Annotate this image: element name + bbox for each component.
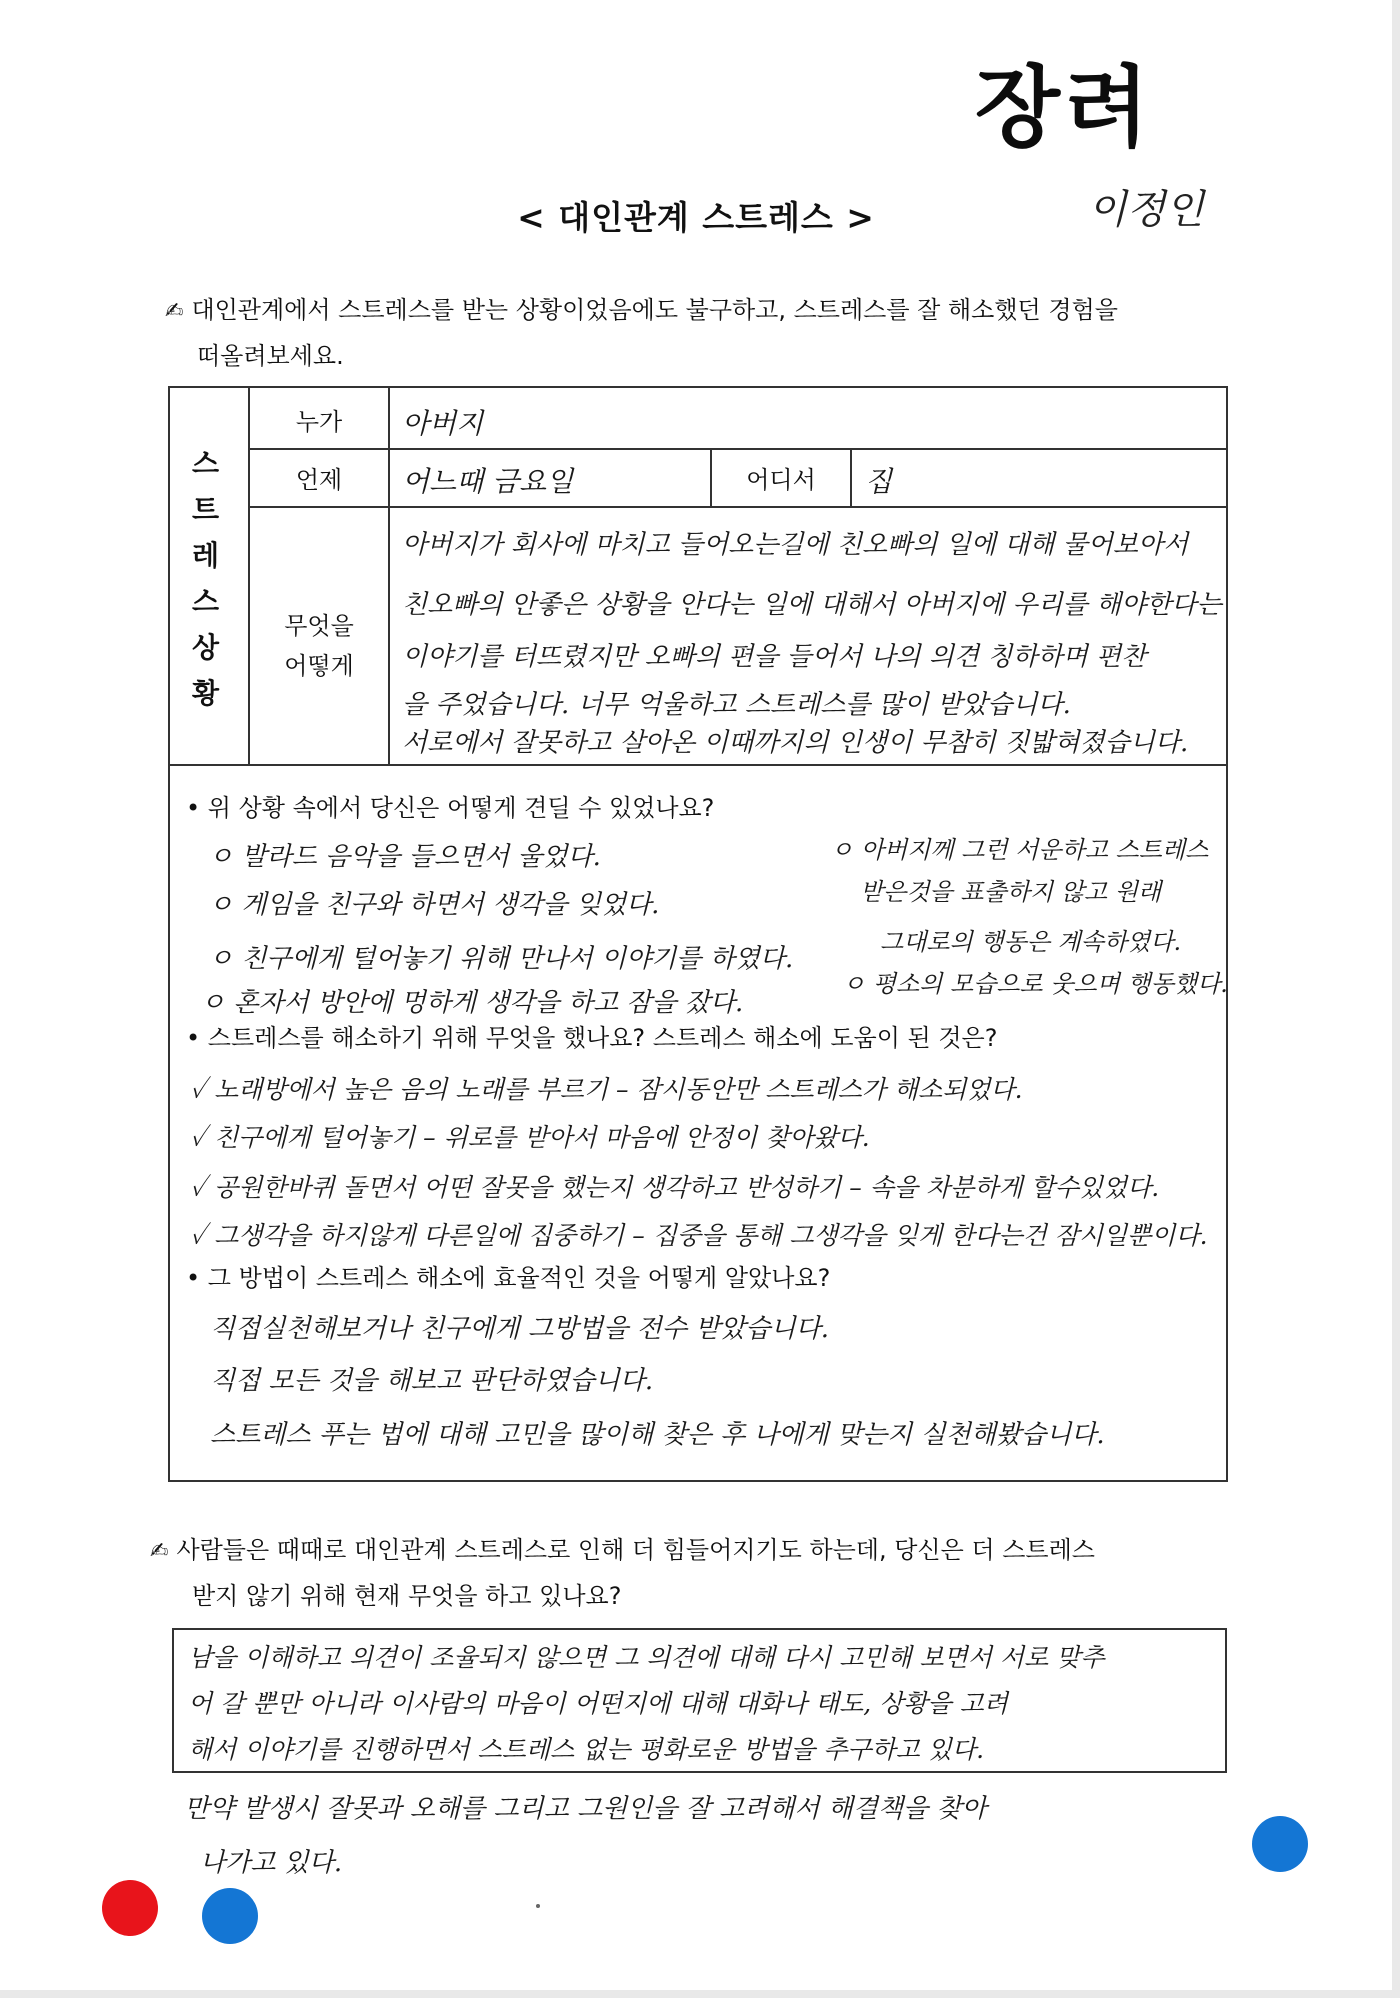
signature: 이정인 — [1088, 187, 1204, 233]
answer-line: 어 갈 뿐만 아니라 이사람의 마음이 어떤지에 대해 대화나 태도, 상황을 고려 — [188, 1689, 1008, 1718]
who-value: 아버지 — [402, 407, 484, 440]
answer-line: 만약 발생시 잘못과 오해를 그리고 그원인을 잘 고려해서 해결책을 찾아 — [184, 1794, 987, 1824]
prompt-line: 사람들은 때때로 대인관계 스트레스로 인해 더 힘들어지기도 하는데, 당신은 더 스트레스 — [176, 1536, 1095, 1564]
q1-answer: ㅇ 혼자서 방안에 멍하게 생각을 하고 잠을 잤다. — [200, 988, 744, 1018]
q1-answer-right: ㅇ 평소의 모습으로 웃으며 행동했다. — [842, 970, 1228, 998]
q1-answer-right: 그대로의 행동은 계속하였다. — [880, 928, 1182, 956]
q1-answer: ㅇ 친구에게 털어놓기 위해 만나서 이야기를 하였다. — [208, 944, 794, 974]
q1-answer: ㅇ 발라드 음악을 들으면서 울었다. — [208, 842, 601, 872]
pencil-icon: ✍ — [150, 1539, 169, 1564]
prompt-question-1 — [165, 288, 1240, 378]
when-label: 언제 — [295, 466, 343, 494]
what-line: 을 주었습니다. 너무 억울하고 스트레스를 많이 받았습니다. — [402, 690, 1071, 720]
question-2: • 스트레스를 해소하기 위해 무엇을 했나요? 스트레스 해소에 도움이 된 것은? — [186, 1024, 998, 1052]
side-label-char: 상 — [192, 631, 220, 664]
answer-box — [172, 1628, 1227, 1773]
who-label: 누가 — [295, 408, 343, 436]
prompt-line: 대인관계에서 스트레스를 받는 상황이었음에도 불구하고, 스트레스를 잘 해소했던 경험을 — [191, 296, 1118, 324]
page-title: < 대인관계 스트레스 > — [517, 198, 875, 237]
side-label-char: 스 — [192, 585, 220, 618]
q3-answer: 직접실천해보거나 친구에게 그방법을 전수 받았습니다. — [210, 1314, 829, 1344]
answer-line: 남을 이해하고 의견이 조율되지 않으면 그 의견에 대해 다시 고민해 보면서 서로 맞추 — [188, 1643, 1105, 1672]
question-1: • 위 상황 속에서 당신은 어떻게 견딜 수 있었나요? — [186, 794, 715, 822]
when-value: 어느때 금요일 — [402, 465, 574, 498]
blue-dot-sticker — [1252, 1816, 1308, 1872]
prompt-line: 받지 않기 위해 현재 무엇을 하고 있나요? — [192, 1582, 622, 1610]
prompt-line: 떠올려보세요. — [197, 342, 344, 370]
stress-situation-table — [168, 386, 1228, 1482]
q1-answer-right: 받은것을 표출하지 않고 원래 — [860, 878, 1162, 906]
side-label-char: 황 — [192, 677, 220, 710]
pencil-icon: ✍ — [165, 299, 184, 324]
how-label: 어떻게 — [284, 652, 354, 680]
what-how-label — [250, 606, 388, 686]
q2-answer: ✓ 공원한바퀴 돌면서 어떤 잘못을 했는지 생각하고 반성하기 – 속을 차분하게 할수있었다. — [190, 1173, 1160, 1202]
side-label-char: 스 — [192, 447, 220, 480]
what-line: 서로에서 잘못하고 살아온 이때까지의 인생이 무참히 짓밟혀졌습니다. — [402, 728, 1189, 758]
side-label-char: 레 — [192, 539, 220, 572]
red-dot-sticker — [102, 1880, 158, 1936]
q3-answer: 직접 모든 것을 해보고 판단하였습니다. — [210, 1366, 654, 1396]
where-value: 집 — [865, 465, 893, 498]
q2-answer: ✓ 그생각을 하지않게 다른일에 집중하기 – 집중을 통해 그생각을 잊게 한다는건 잠시일뿐이다. — [190, 1221, 1208, 1250]
q2-answer: ✓ 노래방에서 높은 음의 노래를 부르기 – 잠시동안만 스트레스가 해소되었다. — [190, 1075, 1023, 1104]
what-line: 친오빠의 안좋은 상황을 안다는 일에 대해서 아버지에 우리를 해야한다는 — [402, 590, 1222, 620]
what-line: 이야기를 터뜨렸지만 오빠의 편을 들어서 나의 의견 칭하하며 편찬 — [402, 642, 1147, 672]
q2-answer: ✓ 친구에게 털어놓기 – 위로를 받아서 마음에 안정이 찾아왔다. — [190, 1123, 870, 1152]
question-3: • 그 방법이 스트레스 해소에 효율적인 것을 어떻게 알았나요? — [186, 1264, 831, 1292]
what-label: 무엇을 — [284, 612, 354, 640]
side-label-char: 트 — [192, 493, 220, 526]
answer-line: 해서 이야기를 진행하면서 스트레스 없는 평화로운 방법을 추구하고 있다. — [188, 1735, 985, 1764]
answer-line: 나가고 있다. — [200, 1848, 343, 1878]
what-line: 아버지가 회사에 마치고 들어오는길에 친오빠의 일에 대해 물어보아서 — [402, 530, 1189, 560]
q1-answer: ㅇ 게임을 친구와 하면서 생각을 잊었다. — [208, 890, 660, 920]
q3-answer: 스트레스 푸는 법에 대해 고민을 많이해 찾은 후 나에게 맞는지 실천해봤습니다. — [210, 1420, 1105, 1450]
where-label: 어디서 — [746, 466, 816, 494]
blue-dot-sticker — [202, 1888, 258, 1944]
stray-mark — [536, 1904, 540, 1908]
q1-answer-right: ㅇ 아버지께 그런 서운하고 스트레스 — [830, 836, 1209, 864]
prompt-question-2 — [150, 1528, 1240, 1618]
award-stamp: 장려 — [975, 56, 1154, 159]
